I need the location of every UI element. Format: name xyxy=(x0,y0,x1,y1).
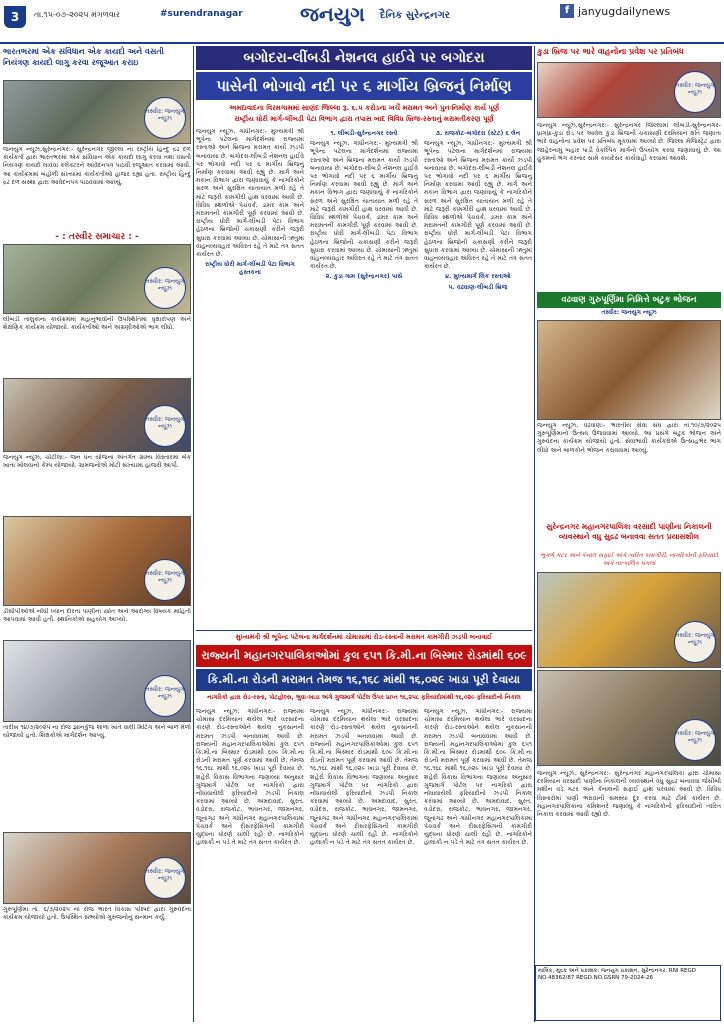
left-photo-5 xyxy=(3,832,191,904)
right-bottom-photo-2 xyxy=(537,670,721,766)
right-top-article: જનયુગ ન્યૂઝ,સુરેન્દ્રનગર:- સુરેન્દ્રનગર જિલ્લામાં લીંબડી-સુરેન્દ્રનગર-ધ્રાંગધ્રા-કુડા રોડ પર આવેલ કુડા બ્રિજની ચકાસણી દરમિયાન ક્ષતિ જણાતા ભારે વાહનોના પ્રવેશ પર પ્રતિબંધ મૂકવામાં આવ્યો છે. જિલ્લા મેજિસ્ટ્રેટ દ્વારા જાહેરનામું બહાર પાડી વૈકલ્પિક માર્ગનો ઉપયોગ કરવા જણાવાયું છે. આ હુકમનો ભંગ કરનાર સામે કાયદેસર કાર્યવાહી કરવામાં આવશે. xyxy=(537,122,721,162)
center-subhead-4: ૩. રાજકોટ-બગોદરા (સ્ટેટ) ૬ લેન xyxy=(435,130,521,137)
right-top-photo xyxy=(537,62,721,118)
newspaper-logo-subtitle: દૈનિક સુરેન્દ્રનગર xyxy=(380,10,450,21)
left-photo-2 xyxy=(3,378,191,452)
facebook-handle: janyugdailynews xyxy=(578,4,671,18)
right-top-headline: કુડા બ્રિજ પર ભારે વાહનોના પ્રવેશ પર પ્રતિબંધ xyxy=(537,47,684,56)
photo-caption-badge: તસ્વીર: જનયુગ ન્યૂઝ xyxy=(674,621,716,663)
masthead xyxy=(0,0,724,44)
right-mid-article: જનયુગ ન્યૂઝ, વઢવાણ:- ભારતીય સેવા સંઘ દ્વારા તા.૧૦/૭/૨૦૨૫ ગુરુપૂર્ણિમાનો ઉત્સવ ઉજવવામાં આવ્યો. આ પ્રસંગે બટુક ભોજન અને ગુરુવંદના કાર્યક્રમ યોજાયો હતો. સેવાભાવી કાર્યકરોએ ઉત્સાહભેર ભાગ લીધો અને બાળકોને ભોજન કરાવવામાં આવ્યું. xyxy=(537,422,721,454)
center-bottom-kicker: મુખ્યમંત્રી શ્રી ભૂપેન્દ્ર પટેલના માર્ગદર્શનમાં ચોમાસામાં રોડ-રસ્તાની મરામત કામગીરી ઝડપી બનાવાઈ xyxy=(235,633,493,641)
center-article-col2 xyxy=(310,128,418,628)
photo-caption-badge: તસ્વીર: જનયુગ ન્યૂઝ xyxy=(144,857,186,899)
photo-caption-badge: તસ્વીર: જનયુગ ન્યૂઝ xyxy=(144,267,186,309)
left-top-photo xyxy=(3,80,191,144)
center-subhead-2: ૧. લીંબડી-સુરેન્દ્રનગર રસ્તો xyxy=(330,130,398,137)
center-article-text: જનયુગ ન્યૂઝ, ગાંધીનગર:- મુખ્યમંત્રી શ્રી ભૂપેન્દ્ર પટેલના માર્ગદર્શનમાં રાજ્યમાં રસ્તાઓ અને બ્રિજના મરામત કાર્યો ઝડપી બનાવાયા છે. બગોદરા-લીંબડી નેશનલ હાઈવે પર ભોગાવો નદી પર ૬ માર્ગીય બ્રિજનું નિર્માણ કરવામાં આવી રહ્યું છે. માર્ગ અને મકાન વિભાગ દ્વારા જણાવાયું કે નાગરિકોને સરળ અને સુરક્ષિત યાતાયાત મળી રહે તે માટે જરૂરી કામગીરી હાથ ધરવામાં આવી છે. વિવિધ સ્થળોએ પેચવર્ક, ડામર કામ અને મરામતની કામગીરી પૂર્ણ કરવામાં આવી છે. રાષ્ટ્રીય ધોરી માર્ગ-લીંબડી પેટા વિભાગ હેઠળના બ્રિજોની ચકાસણી કરીને જરૂરી સુધારા કરવામાં આવ્યા છે. ચોમાસાની ઋતુમાં વાહનવ્યવહાર અવિરત રહે તે માટે તંત્ર સતત કાર્યરત છે. xyxy=(424,140,532,271)
center-bottom-headline-line2: કિ.મી.ના રોડની મરામત તેમજ ૧૬,૧૬૮ માંથી ૧૬,૦૨૯ ખાડા પૂરી દેવાયા xyxy=(196,669,532,691)
photo-caption-badge: તસ્વીર: જનયુગ ન્યૂઝ xyxy=(144,675,186,717)
facebook-icon: f xyxy=(560,4,574,18)
right-mid-banner: વઢવાણ ગુરુપૂર્ણિમા નિમિત્તે બટુક ભોજન xyxy=(537,292,721,308)
section-divider xyxy=(196,630,532,631)
center-bottom-headline-line1: રાજ્યની મહાનગરપાલિકાઓમાં કુલ ૬૫૧ કિ.મી.ના બિસ્માર રોડમાંથી ૬૦૯ xyxy=(196,645,532,667)
center-article-text: જનયુગ ન્યૂઝ, ગાંધીનગર:- મુખ્યમંત્રી શ્રી ભૂપેન્દ્ર પટેલના માર્ગદર્શનમાં રાજ્યમાં રસ્તાઓ અને બ્રિજના મરામત કાર્યો ઝડપી બનાવાયા છે. બગોદરા-લીંબડી નેશનલ હાઈવે પર ભોગાવો નદી પર ૬ માર્ગીય બ્રિજનું નિર્માણ કરવામાં આવી રહ્યું છે. માર્ગ અને મકાન વિભાગ દ્વારા જણાવાયું કે નાગરિકોને સરળ અને સુરક્ષિત યાતાયાત મળી રહે તે માટે જરૂરી કામગીરી હાથ ધરવામાં આવી છે. વિવિધ સ્થળોએ પેચવર્ક, ડામર કામ અને મરામતની કામગીરી પૂર્ણ કરવામાં આવી છે. રાષ્ટ્રીય ધોરી માર્ગ-લીંબડી પેટા વિભાગ હેઠળના બ્રિજોની ચકાસણી કરીને જરૂરી સુધારા કરવામાં આવ્યા છે. ચોમાસાની ઋતુમાં વાહનવ્યવહાર અવિરત રહે તે માટે તંત્ર સતત કાર્યરત છે. xyxy=(196,128,304,259)
left-photo-3 xyxy=(3,516,191,606)
right-bottom-headline: સુરેન્દ્રનગર મહાનગરપાલિકા વરસાદી પાણીના નિકાલની વ્યવસ્થાને વધુ સુદ્રઢ બનાવવા સતત પ્રયાસશીલ xyxy=(546,522,712,541)
left-item-4: તારીખ ૧૪/૭/૨૦૨૫ ના રોજ જ્ઞાનકુંજ શાળા ખાતે વાલી મિટિંગ અને બાળ મેળો યોજાયો હતો. શિક્ષકોએ માર્ગદર્શન આપ્યું. xyxy=(3,724,191,740)
left-item-5: ગુરુપૂર્ણિમા તા. ૬/૭/૨૦૨૫ ના રોજ ભારત વિકાસ પરિષદ દ્વારા ગુરુવંદના કાર્યક્રમ યોજાયો હતો. ઉપસ્થિત સભ્યોએ ગુરુજનોનું સન્માન કર્યું. xyxy=(3,906,191,922)
photo-news-label: - : તસ્વીર સમાચાર : - xyxy=(55,232,139,242)
dateline: તા.૧૫-૦૭-૨૦૨૫ મંગળવાર xyxy=(34,10,120,19)
right-mid-photo xyxy=(537,320,721,420)
center-article-col1 xyxy=(196,128,304,628)
imprint-footer: માલિક, મુદ્રક અને પ્રકાશક: જનયુગ પ્રકાશન, સુરેન્દ્રનગર. RNI REGD NO.48362/87 REGD.NO.GSRN 79-2024-26 xyxy=(535,965,721,1021)
center-bottom-col3: જનયુગ ન્યૂઝ, ગાંધીનગર:- રાજ્યમાં ચોમાસા દરમિયાન થયેલા ભારે વરસાદના કારણે રોડ-રસ્તાઓને થયેલ નુકસાનની મરામત ઝડપી બનાવવામાં આવી છે. રાજ્યની મહાનગરપાલિકાઓમાં કુલ ૬૫૧ કિ.મી.ના બિસ્માર રોડમાંથી ૬૦૯ કિ.મી.ના રોડની મરામત પૂર્ણ કરવામાં આવી છે. તેમજ ૧૬,૧૬૮ માંથી ૧૬,૦૨૯ ખાડા પૂરી દેવાયા છે. શહેરી વિકાસ વિભાગના જણાવ્યા અનુસાર ગુજમાર્ગ પોર્ટલ પર નાગરિકો દ્વારા નોંધાવાયેલી ફરિયાદોનો ઝડપી નિકાલ કરવામાં આવ્યો છે. અમદાવાદ, સુરત, વડોદરા, રાજકોટ, ભાવનગર, જામનગર, જૂનાગઢ અને ગાંધીનગર મહાનગરપાલિકામાં પેચવર્ક અને રીસરફેસિંગની કામગીરી યુદ્ધના ધોરણે ચાલી રહી છે. નાગરિકોને હાલાકી ન પડે તે માટે તંત્ર સતત કાર્યરત છે. xyxy=(424,708,532,847)
right-bottom-photo-1 xyxy=(537,572,721,668)
column-divider xyxy=(193,46,194,1022)
photo-caption-badge: તસ્વીર: જનયુગ ન્યૂઝ xyxy=(144,405,186,447)
hashtag: #surendranagar xyxy=(160,9,243,19)
page-number: 3 xyxy=(4,6,26,28)
right-bottom-article: જનયુગ ન્યૂઝ, સુરેન્દ્રનગર:- સુરેન્દ્રનગર મહાનગરપાલિકા દ્વારા ચોમાસા દરમિયાન વરસાદી પાણીના નિકાલની વ્યવસ્થાને વધુ સુદ્રઢ બનાવવા જેસીબી મશીન વડે ગટર અને કેનાલની સફાઈ હાથ ધરવામાં આવી છે. વિવિધ વિસ્તારોમાં પાણી ભરાવાની સમસ્યા દૂર કરવા માટે ટીમો કાર્યરત છે. મહાનગરપાલિકાના કમિશનરે જણાવ્યું કે નાગરિકોની ફરિયાદોનો ત્વરિત નિકાલ કરવામાં આવી રહ્યો છે. xyxy=(537,770,721,819)
right-bottom-deck: ભૂગર્ભ ગટર અને કેનાલ સફાઈ અંગે ત્વરિત કામગીરી, નાગરિકોની ફરિયાદો અંગે તાત્કાલિક પગલાં xyxy=(540,552,718,567)
photo-caption-badge: તસ્વીર: જનયુગ ન્યૂઝ xyxy=(144,559,186,601)
left-item-2: જનયુગ ન્યૂઝ, ચોટીલા:- જન ધન યોજના અંતર્ગત ગ્રામ્ય વિસ્તારમાં બેંક ખાતા ખોલવાનો કેમ્પ યોજાયો. ગ્રામજનોએ મોટી સંખ્યામાં હાજરી આપી. xyxy=(3,454,191,470)
left-photo-1 xyxy=(3,244,191,314)
center-headline-line2: પાસેની ભોગાવો નદી પર ૬ માર્ગીય બ્રિજનું નિર્માણ xyxy=(196,72,532,100)
newspaper-logo: જનયુગ xyxy=(300,2,365,26)
facebook-link[interactable] xyxy=(560,4,670,18)
left-item-1: લીંબડી તાલુકાના કાર્યક્રમમાં મહાનુભાવોની ઉપસ્થિતિમાં વૃક્ષારોપણ અને શૈક્ષણિક કાર્યક્રમ યોજાયો. કાર્યકર્તાઓ અને અગ્રણીઓએ ભાગ લીધો. xyxy=(3,316,191,332)
photo-caption-badge: તસ્વીર: જનયુગ ન્યૂઝ xyxy=(144,97,186,139)
left-top-headline: ભારતભરમાં એક સંવિધાન એક કાયદો અને વસતી નિયંત્રણ કાયદો લાગુ કરવા રજૂઆત કરાઇ xyxy=(3,47,164,67)
center-bottom-col2: જનયુગ ન્યૂઝ, ગાંધીનગર:- રાજ્યમાં ચોમાસા દરમિયાન થયેલા ભારે વરસાદના કારણે રોડ-રસ્તાઓને થયેલ નુકસાનની મરામત ઝડપી બનાવવામાં આવી છે. રાજ્યની મહાનગરપાલિકાઓમાં કુલ ૬૫૧ કિ.મી.ના બિસ્માર રોડમાંથી ૬૦૯ કિ.મી.ના રોડની મરામત પૂર્ણ કરવામાં આવી છે. તેમજ ૧૬,૧૬૮ માંથી ૧૬,૦૨૯ ખાડા પૂરી દેવાયા છે. શહેરી વિકાસ વિભાગના જણાવ્યા અનુસાર ગુજમાર્ગ પોર્ટલ પર નાગરિકો દ્વારા નોંધાવાયેલી ફરિયાદોનો ઝડપી નિકાલ કરવામાં આવ્યો છે. અમદાવાદ, સુરત, વડોદરા, રાજકોટ, ભાવનગર, જામનગર, જૂનાગઢ અને ગાંધીનગર મહાનગરપાલિકામાં પેચવર્ક અને રીસરફેસિંગની કામગીરી યુદ્ધના ધોરણે ચાલી રહી છે. નાગરિકોને હાલાકી ન પડે તે માટે તંત્ર સતત કાર્યરત છે. xyxy=(310,708,418,847)
center-deck-2: રાષ્ટ્રીય ધોરી માર્ગ-લીંબડી પેટા વિભાગ દ્વારા તપાસ બાદ વિવિધ બ્રિજ-રસ્તાનું મરામતીકરણ પૂર્ણ xyxy=(234,115,494,123)
photo-caption-badge: તસ્વીર: જનયુગ ન્યૂઝ xyxy=(674,71,716,113)
center-subhead-3: ૨. કુડા ગામ (સુરેન્દ્રનગર) પાસે xyxy=(325,273,403,281)
left-photo-4 xyxy=(3,640,191,722)
center-subhead-5: ૪. મુખ્યમાર્ગ લિંક રસ્તાઓ xyxy=(445,273,511,281)
center-bottom-deck: નાગરિકો દ્વારા રોડ-રસ્તા, પોટહોલ્સ, ભુવા-ખાડા અંગે ગુજમાર્ગ પોર્ટલ ઉપર પ્રાપ્ત ૧૬,૨૫૮ ફરિયાદોમાંથી ૧૬,૦૨૯ ફરિયાદોનો નિકાલ xyxy=(207,694,521,701)
center-deck-1: અમદાવાદના વિરમગામમાં સાણંદ જિલ્લા રૂ. ૬.૫ કરોડના ખર્ચે મરામત અને પુનઃનિર્માણ કાર્ય પૂર્ણ xyxy=(228,104,500,112)
center-bottom-col1: જનયુગ ન્યૂઝ, ગાંધીનગર:- રાજ્યમાં ચોમાસા દરમિયાન થયેલા ભારે વરસાદના કારણે રોડ-રસ્તાઓને થયેલ નુકસાનની મરામત ઝડપી બનાવવામાં આવી છે. રાજ્યની મહાનગરપાલિકાઓમાં કુલ ૬૫૧ કિ.મી.ના બિસ્માર રોડમાંથી ૬૦૯ કિ.મી.ના રોડની મરામત પૂર્ણ કરવામાં આવી છે. તેમજ ૧૬,૧૬૮ માંથી ૧૬,૦૨૯ ખાડા પૂરી દેવાયા છે. શહેરી વિકાસ વિભાગના જણાવ્યા અનુસાર ગુજમાર્ગ પોર્ટલ પર નાગરિકો દ્વારા નોંધાવાયેલી ફરિયાદોનો ઝડપી નિકાલ કરવામાં આવ્યો છે. અમદાવાદ, સુરત, વડોદરા, રાજકોટ, ભાવનગર, જામનગર, જૂનાગઢ અને ગાંધીનગર મહાનગરપાલિકામાં પેચવર્ક અને રીસરફેસિંગની કામગીરી યુદ્ધના ધોરણે ચાલી રહી છે. નાગરિકોને હાલાકી ન પડે તે માટે તંત્ર સતત કાર્યરત છે. xyxy=(196,708,304,847)
photo-caption-badge: તસ્વીર: જનયુગ ન્યૂઝ xyxy=(674,719,716,761)
left-top-article: જનયુગ ન્યૂઝ,સુરેન્દ્રનગર:- સુરેન્દ્રનગર જીલ્લા ના રાષ્ટ્રીય હિન્દુ દ્રઢ દળ કાર્યકર્તા દ્વારા ભારતભરમાં એક સંવિધાન એક કાયદો લાગુ કરવા તથા વસતી નિયંત્રણ કાયદો લાવવા કલેક્ટરને આવેદનપત્ર પાઠવી રજૂઆત કરવામાં આવી. આ કાર્યક્રમમાં બહોળી સંખ્યામાં કાર્યકર્તાઓ હાજર રહ્યા હતા. રાષ્ટ્રીય હિન્દુ દ્રઢ દળ સંસ્થા દ્વારા આવેદનપત્ર પાઠવવામાં આવ્યું. xyxy=(3,146,191,186)
center-subhead-1: રાષ્ટ્રીય ધોરી માર્ગ-લીંબડી પેટા વિભાગ હસ્તકના xyxy=(205,261,295,277)
center-headline-line1: બગોદરા-લીંબડી નેશનલ હાઈવે પર બગોદરા xyxy=(196,46,532,70)
center-article-col3 xyxy=(424,128,532,628)
center-article-text: જનયુગ ન્યૂઝ, ગાંધીનગર:- મુખ્યમંત્રી શ્રી ભૂપેન્દ્ર પટેલના માર્ગદર્શનમાં રાજ્યમાં રસ્તાઓ અને બ્રિજના મરામત કાર્યો ઝડપી બનાવાયા છે. બગોદરા-લીંબડી નેશનલ હાઈવે પર ભોગાવો નદી પર ૬ માર્ગીય બ્રિજનું નિર્માણ કરવામાં આવી રહ્યું છે. માર્ગ અને મકાન વિભાગ દ્વારા જણાવાયું કે નાગરિકોને સરળ અને સુરક્ષિત યાતાયાત મળી રહે તે માટે જરૂરી કામગીરી હાથ ધરવામાં આવી છે. વિવિધ સ્થળોએ પેચવર્ક, ડામર કામ અને મરામતની કામગીરી પૂર્ણ કરવામાં આવી છે. રાષ્ટ્રીય ધોરી માર્ગ-લીંબડી પેટા વિભાગ હેઠળના બ્રિજોની ચકાસણી કરીને જરૂરી સુધારા કરવામાં આવ્યા છે. ચોમાસાની ઋતુમાં વાહનવ્યવહાર અવિરત રહે તે માટે તંત્ર સતત કાર્યરત છે. xyxy=(310,140,418,271)
left-item-3: ડીસીપીઓએ નોંધી ધ્યાન દોરતા પાણીના સ્ત્રોત અને આરોગ્ય વિષયક માહિતી આપવામાં આવી હતી. સ્થાનિકોએ સહયોગ આપ્યો. xyxy=(3,608,191,624)
center-subhead-6: ૫. વઢવાણ-લીંબડી બ્રિજ xyxy=(448,283,508,291)
column-divider xyxy=(534,46,535,1022)
right-mid-kicker: તસ્વીર: જનયુગ ન્યૂઝ xyxy=(601,309,657,316)
